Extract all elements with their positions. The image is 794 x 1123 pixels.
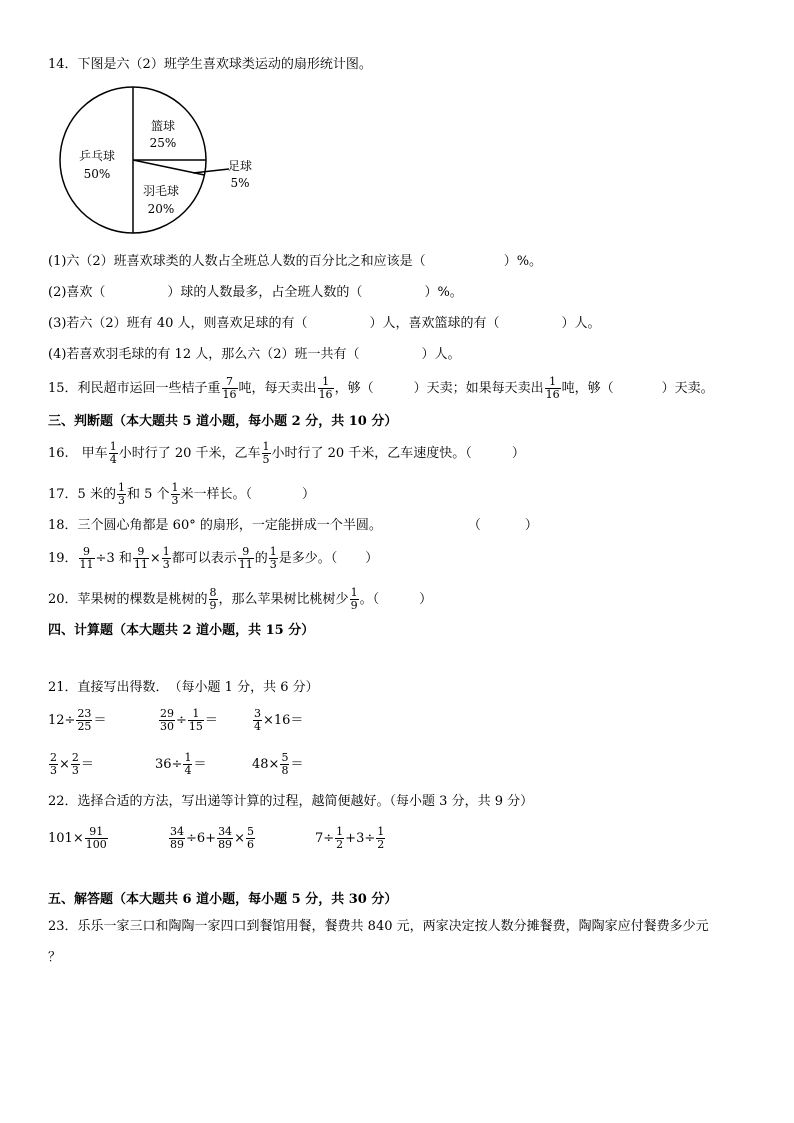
section-5-heading: 五、解答题（本大题共 6 道小题，每小题 5 分，共 30 分） <box>48 892 398 907</box>
calc-expression: $\frac{34}{89}$ ÷6+ $\frac{34}{89}$ × $\frac{5}{6}$ <box>170 825 254 851</box>
question-19: 19． $\frac{9}{11}$ ÷3 和 $\frac{9}{11}$ × $\frac{1}{3}$ 都可以表示 $\frac{9}{11}$ 的 $\frac{1}{3}$ 是多少。（ ） <box>48 545 379 571</box>
question-14-sub4: (4)若喜欢羽毛球的有 12 人，那么六（2）班一共有（ ）人。 <box>48 347 461 362</box>
calc-expression: 101× $\frac{91}{100}$ <box>48 825 107 851</box>
question-23-line1: 23．乐乐一家三口和陶陶一家四口到餐馆用餐，餐费共 840 元，两家决定按人数分摊餐费，陶陶家应付餐费多少元 <box>48 919 709 934</box>
pie-pct-badminton: 20% <box>147 202 175 216</box>
calc-expression: 7÷ $\frac{1}{2}$ +3÷ $\frac{1}{2}$ <box>315 825 385 851</box>
question-17: 17．5 米的 $\frac{1}{3}$ 和 5 个 $\frac{1}{3}$ 米一样长。（ ） <box>48 481 316 507</box>
question-14-sub2: (2)喜欢（ ）球的人数最多，占全班人数的（ ）%。 <box>48 285 463 300</box>
question-15: 15．利民超市运回一些桔子重 $\frac{7}{16}$ 吨，每天卖出 $\frac{1}{16}$ ，够（ ）天卖；如果每天卖出 $\frac{1}{16}$ 吨，够（ ）天卖。 <box>48 375 714 401</box>
fraction: $\frac{1}{5}$ <box>262 440 270 466</box>
fraction: $\frac{1}{3}$ <box>269 545 277 571</box>
fraction: $\frac{1}{16}$ <box>545 375 560 401</box>
fraction: $\frac{1}{9}$ <box>350 586 358 612</box>
pie-chart <box>55 80 315 260</box>
calc-expression: $\frac{3}{4}$ ×16＝ <box>254 707 304 733</box>
calc-expression: 36÷ $\frac{1}{4}$ ＝ <box>155 751 207 777</box>
fraction: $\frac{9}{11}$ <box>238 545 253 571</box>
question-23-line2: ？ <box>48 950 62 965</box>
fraction: $\frac{1}{4}$ <box>109 440 117 466</box>
pie-pct-football: 5% <box>230 176 250 190</box>
question-14-stem: 14．下图是六（2）班学生喜欢球类运动的扇形统计图。 <box>48 57 372 72</box>
question-21-stem: 21．直接写出得数． （每小题 1 分，共 6 分） <box>48 680 319 695</box>
section-4-heading: 四、计算题（本大题共 2 道小题，共 15 分） <box>48 623 315 638</box>
calc-expression: $\frac{29}{30}$ ÷ $\frac{1}{15}$ ＝ <box>160 707 218 733</box>
calc-expression: $\frac{2}{3}$ × $\frac{2}{3}$ ＝ <box>50 751 94 777</box>
question-16: 16. 甲车 $\frac{1}{4}$ 小时行了 20 千米，乙车 $\frac{1}{5}$ 小时行了 20 千米，乙车速度快。（ ） <box>48 440 525 466</box>
fraction: $\frac{9}{11}$ <box>79 545 94 571</box>
pie-label-basketball: 篮球 <box>150 119 176 133</box>
pie-pct-basketball: 25% <box>149 136 177 150</box>
fraction: $\frac{8}{9}$ <box>209 586 217 612</box>
fraction: $\frac{1}{3}$ <box>117 481 125 507</box>
question-20: 20．苹果树的棵数是桃树的 $\frac{8}{9}$ ，那么苹果树比桃树少 $\frac{1}{9}$ 。（ ） <box>48 586 433 612</box>
pie-label-football: 足球 <box>227 159 253 173</box>
fraction: $\frac{1}{16}$ <box>318 375 333 401</box>
pie-label-badminton: 羽毛球 <box>142 184 180 198</box>
fraction: $\frac{1}{3}$ <box>162 545 170 571</box>
section-3-heading: 三、判断题（本大题共 5 道小题，每小题 2 分，共 10 分） <box>48 414 398 429</box>
fraction: $\frac{9}{11}$ <box>133 545 148 571</box>
fraction: $\frac{7}{16}$ <box>222 375 237 401</box>
fraction: $\frac{1}{3}$ <box>171 481 179 507</box>
calc-expression: 48× $\frac{5}{8}$ ＝ <box>252 751 304 777</box>
question-14-sub1: (1)六（2）班喜欢球类的人数占全班总人数的百分比之和应该是（ ）%。 <box>48 254 543 269</box>
question-14-sub3: (3)若六（2）班有 40 人，则喜欢足球的有（ ）人，喜欢篮球的有（ ）人。 <box>48 316 601 331</box>
calc-expression: 12÷ $\frac{23}{25}$ ＝ <box>48 707 107 733</box>
question-18: 18．三个圆心角都是 60° 的扇形，一定能拼成一个半圆。 （ ） <box>48 518 538 533</box>
pie-label-pingpong: 乒乓球 <box>78 149 116 163</box>
question-22-stem: 22．选择合适的方法，写出递等计算的过程，越简便越好。（每小题 3 分，共 9 分） <box>48 794 534 809</box>
pie-pct-pingpong: 50% <box>83 167 111 181</box>
